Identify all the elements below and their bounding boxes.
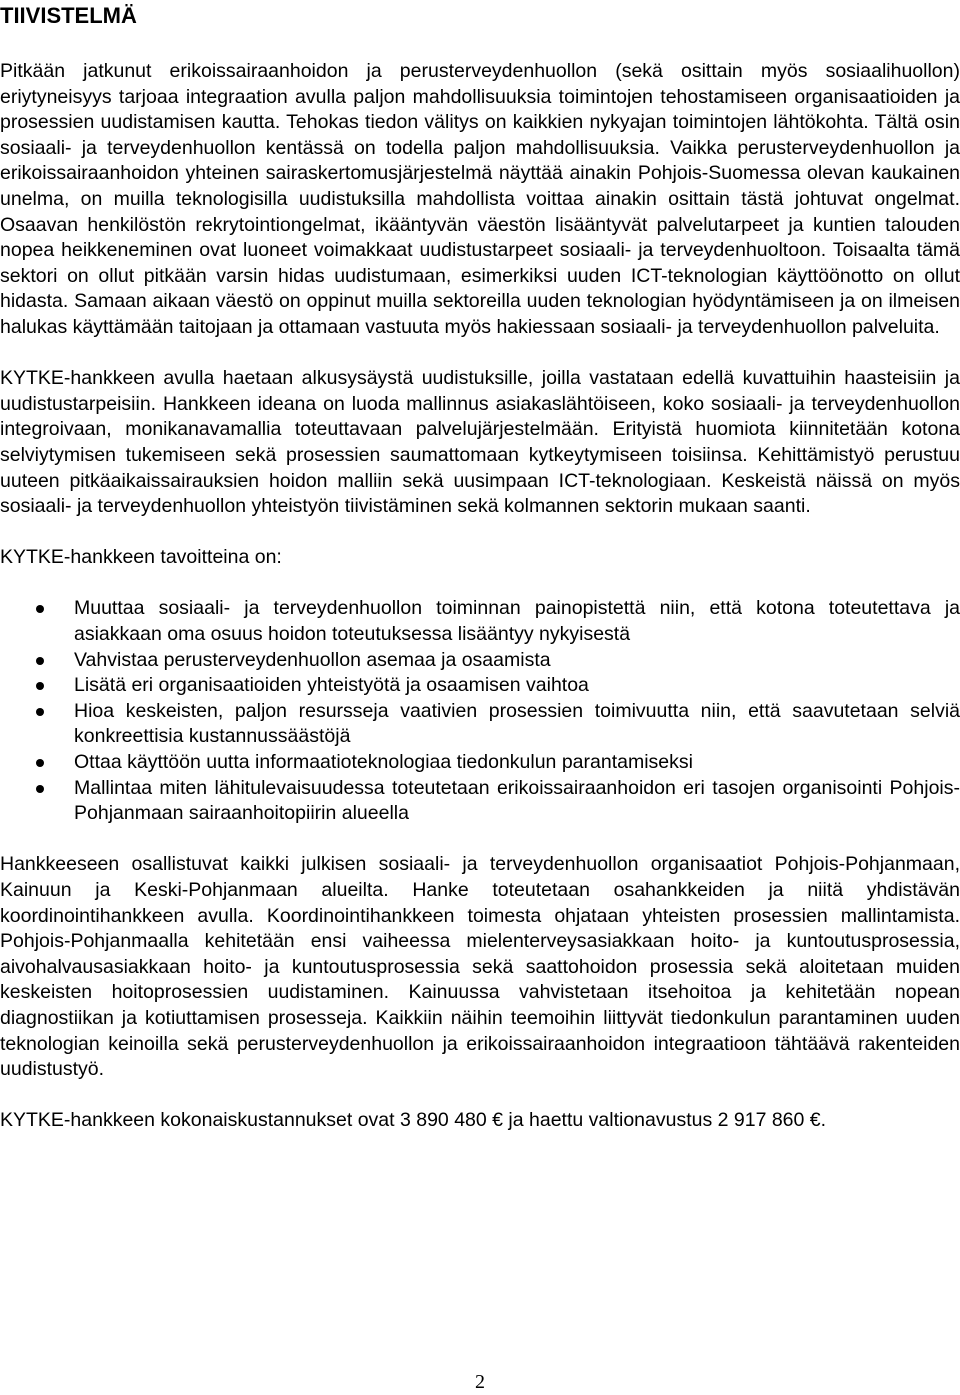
list-item-text: Vahvistaa perusterveydenhuollon asemaa ja osaamista — [74, 648, 551, 671]
paragraph-goals-heading: KYTKE-hankkeen tavoitteina on: — [0, 546, 282, 569]
paragraph-project-aim: KYTKE-hankkeen avulla haetaan alkusysäystä uudistuksille, joilla vastataan edellä kuvattuihin haasteisiin ja uudistustarpeisiin. Hankkeen ideana on luoda mallinnus asiakaslähtöiseen, koko sosiaali- ja terveydenhuollon integroivaan, monikanavamallia toteuttavaan palvelujärjestelmään. Erityistä huomiota kiinnitetään kotona selviytymisen tukemiseen sekä prosessien saumattomaan kytkeytymiseen toisiinsa. Kehittämistyö perustuu uuteen pitkäaikaissairauksien hoidon malliin sekä uusimpaan ICT-teknologiaan. Keskeistä näissä on myös sosiaali- ja terveydenhuollon yhteistyön tiivistäminen sekä kolmannen sektorin mukaan saanti. — [0, 367, 960, 518]
goals-list — [0, 596, 960, 826]
bullet-icon — [36, 759, 44, 767]
bullet-icon — [36, 605, 44, 613]
list-item-text: Lisätä eri organisaatioiden yhteistyötä ja osaamisen vaihtoa — [74, 674, 589, 697]
list-item — [0, 776, 960, 827]
list-item — [0, 673, 960, 699]
list-item — [0, 699, 960, 750]
page-title: TIIVISTELMÄ — [0, 3, 137, 28]
bullet-icon — [36, 682, 44, 690]
list-item — [0, 596, 960, 647]
list-item — [0, 648, 960, 674]
paragraph-intro: Pitkään jatkunut erikoissairaanhoidon ja perusterveydenhuollon (sekä osittain myös sosiaalihuollon) eriytyneisyys tarjoaa integraation avulla paljon mahdollisuuksia toimintojen tehostamiseen organisaatioiden ja prosessien uudistamisen kautta. Tehokas tiedon välitys on kaikkien nykyajan toimintojen lähtökohta. Tältä osin sosiaali- ja terveydenhuollon kentässä on todella paljon mahdollisuuksia. Vaikka perusterveydenhuollon ja erikoissairaanhoidon yhteinen sairaskertomusjärjestelmä näyttää ainakin Pohjois-Suomessa olevan kaukainen unelma, on muilla teknologisilla uudistuksilla mahdollista voittaa ainakin osittain tästä johtuvat ongelmat. Osaavan henkilöstön rekrytointiongelmat, ikääntyvän väestön lisääntyvät palvelutarpeet ja kuntien talouden nopea heikkeneminen ovat luoneet voimakkaat uudistustarpeet sosiaali- ja terveydenhuoltoon. Toisaalta tämä sektori on ollut pitkään varsin hidas uudistumaan, esimerkiksi uuden ICT-teknologian käyttöönotto on ollut hidasta. Samaan aikaan väestö on oppinut muilla sektoreilla uuden teknologian hyödyntämiseen ja on ilmeisen halukas käyttämään taitojaan ja ottamaan vastuuta myös hakiessaan sosiaali- ja terveydenhuollon palveluita. — [0, 60, 960, 338]
list-item-text: Hioa keskeisten, paljon resursseja vaativien prosessien toimivuutta niin, että saavutetaan selviä konkreettisia kustannussäästöjä — [74, 699, 960, 748]
bullet-icon — [36, 657, 44, 665]
paragraph-participants: Hankkeeseen osallistuvat kaikki julkisen sosiaali- ja terveydenhuollon organisaatiot Pohjois-Pohjanmaan, Kainuun ja Keski-Pohjanmaan alueilta. Hanke toteutetaan osahankkeiden ja niitä yhdistävän koordinointihankkeen avulla. Koordinointihankkeen toimesta ohjataan yhteisten prosessien mallintamista. Pohjois-Pohjanmaalla kehitetään ensi vaiheessa mielenterveysasiakkaan hoito- ja kuntoutusprosessia, aivohalvausasiakkaan hoito- ja kuntoutusprosessia sekä saattohoidon prosessia sekä aloitetaan muiden keskeisten hoitoprosessien uudistaminen. Kainuussa vahvistetaan itsehoitoa ja kehitetään nopean diagnostiikan ja kotiuttamisen prosesseja. Kaikkiin näihin teemoihin liittyvät tiedonkulun parantaminen uuden teknologian keinoilla sekä perusterveydenhuollon ja erikoissairaanhoidon integraatioon tähtäävä rakenteiden uudistustyö. — [0, 853, 960, 1081]
list-item-text: Muuttaa sosiaali- ja terveydenhuollon toiminnan painopistettä niin, että kotona toteutettava ja asiakkaan oma osuus hoidon toteutuksessa lisääntyy nykyisestä — [74, 597, 960, 646]
bullet-icon — [36, 708, 44, 716]
list-item-text: Mallintaa miten lähitulevaisuudessa toteutetaan erikoissairaanhoidon eri tasojen organisointi Pohjois-Pohjanmaan sairaanhoitopiirin alueella — [74, 776, 960, 825]
bullet-icon — [36, 785, 44, 793]
page-number: 2 — [475, 1371, 485, 1393]
document-body — [0, 59, 960, 1134]
list-item — [0, 750, 960, 776]
paragraph-costs: KYTKE-hankkeen kokonaiskustannukset ovat 3 890 480 € ja haettu valtionavustus 2 917 860 €. — [0, 1109, 827, 1132]
list-item-text: Ottaa käyttöön uutta informaatioteknologiaa tiedonkulun parantamiseksi — [74, 751, 693, 774]
